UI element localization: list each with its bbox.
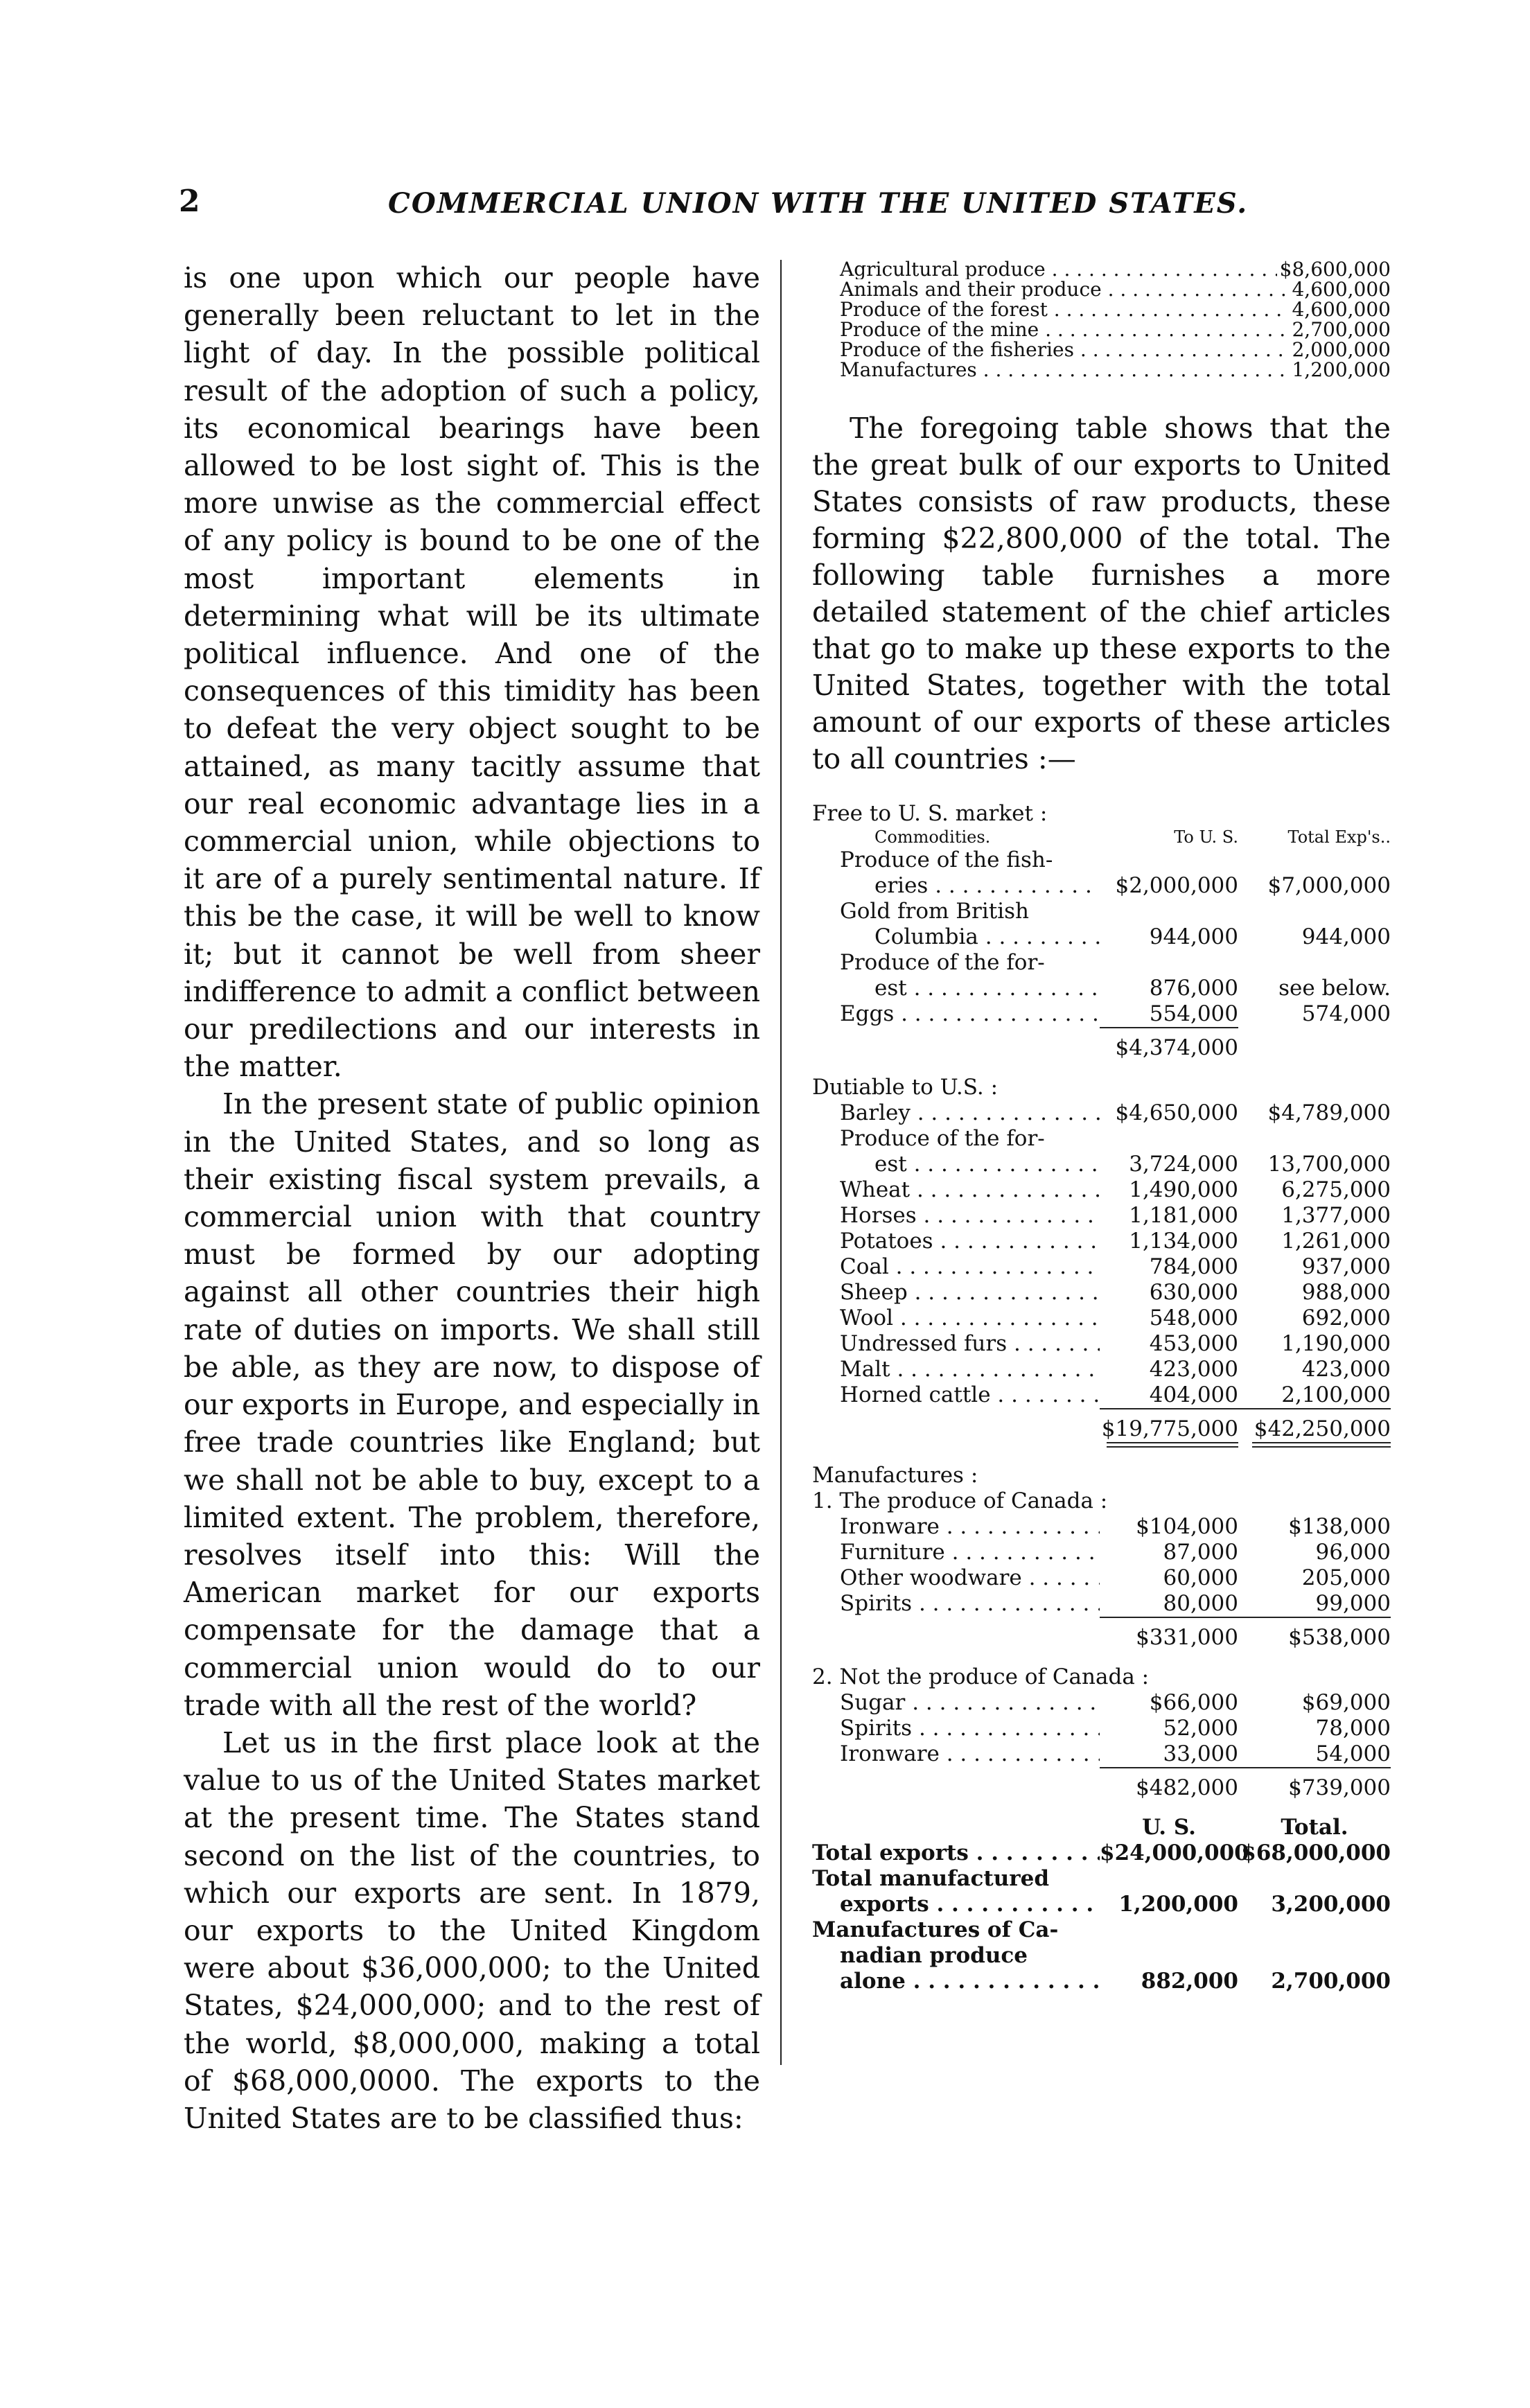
free-subtotal-row: $4,374,000	[812, 1027, 1391, 1061]
classification-row	[812, 299, 1391, 319]
paragraph-1: is one upon which our people have generally been reluctant to let in the light of day. In the possible political result of the adoption of such a policy, its economical bearings have been allowed to be lost sight of. This is the more unwise as the commercial effect of any policy is bound to be one of the most important elements in determining what will be its ultimate political influence. And one of the consequences of this timidity has been to defeat the very object sought to be attained, as many tacitly assume that our real economic advantage lies in a commercial union, while objections to it are of a purely sentimental nature. If this be the case, it will be well to know it; but it cannot be well from sheer indifference to admit a conflict between our predilections and our interests in the matter.	[184, 261, 760, 1084]
classification-row	[812, 319, 1391, 340]
table-row	[812, 1690, 1391, 1716]
exports-detail-table	[812, 801, 1391, 1994]
row-total: 205,000	[1301, 1565, 1391, 1590]
row-label: Wool . . .	[840, 1306, 1100, 1331]
canada-total-row: $331,000 $538,000	[812, 1617, 1391, 1651]
summary-row: Manufactures of Ca-	[812, 1917, 1059, 1942]
row-to-us: 453,000	[1149, 1331, 1238, 1356]
row-label: Ironware . . .	[840, 1741, 1100, 1767]
table-row	[812, 1306, 1391, 1331]
table-row: Produce of the for-	[840, 950, 1045, 975]
table-row: Columbia . . . 944,000 944,000	[812, 924, 1391, 950]
table-row	[812, 1254, 1391, 1280]
table-row: est . . . 3,724,000 13,700,000	[812, 1152, 1391, 1177]
table-row	[812, 1716, 1391, 1741]
classification-label: Animals and their produce . . .	[812, 279, 1289, 299]
classification-label: Agricultural produce . . .	[812, 259, 1277, 279]
row-label: Sugar . . .	[840, 1690, 1100, 1716]
column-headings	[812, 827, 1391, 847]
row-label: Undressed furs . . .	[840, 1331, 1100, 1357]
table-row	[812, 1331, 1391, 1357]
row-total: $69,000	[1301, 1690, 1391, 1715]
row-label: Spirits . . .	[840, 1591, 1100, 1617]
classification-value: 1,200,000	[1292, 358, 1391, 381]
classification-value: 4,600,000	[1292, 298, 1391, 321]
not-canada-total-row: $482,000 $739,000	[812, 1767, 1391, 1801]
row-total: 78,000	[1315, 1716, 1391, 1741]
classification-value: 4,600,000	[1292, 278, 1391, 301]
classification-label: Produce of the fisheries . . .	[812, 340, 1289, 360]
table-intro-paragraph: The foregoing table shows that the the great bulk of our exports to United States consists of raw products, these forming $22,800,000 of the total. The following table furnishes a more detailed statement of the chief articles that go to make up these exports to the United States, together with the total amount of our exports of these articles to all countries :—	[812, 412, 1391, 775]
row-total: 988,000	[1301, 1280, 1391, 1305]
classification-row	[812, 340, 1391, 360]
summary-row: exports . . . 1,200,000 3,200,000	[812, 1892, 1391, 1917]
table-row	[812, 1741, 1391, 1767]
row-to-us: 404,000	[1149, 1382, 1238, 1407]
row-total: 937,000	[1301, 1254, 1391, 1279]
table-row: Produce of the for-	[840, 1126, 1045, 1151]
page-number: 2	[179, 184, 200, 219]
row-to-us: $66,000	[1149, 1690, 1238, 1715]
row-total: 99,000	[1315, 1591, 1391, 1616]
classification-table	[812, 259, 1391, 380]
row-label: Malt . . .	[840, 1357, 1100, 1382]
row-label: Spirits . . .	[840, 1716, 1100, 1741]
classification-label: Manufactures . . .	[812, 360, 1289, 380]
table-row	[812, 1357, 1391, 1382]
not-canada-rows	[812, 1690, 1391, 1767]
row-to-us: 87,000	[1163, 1540, 1238, 1565]
classification-row	[812, 360, 1391, 380]
table-row: Gold from British	[840, 899, 1030, 924]
table-row: Produce of the fish-	[840, 847, 1053, 872]
column-divider	[780, 260, 782, 2065]
col-to-us: To U. S.	[1174, 827, 1238, 847]
table-row	[812, 1280, 1391, 1306]
row-to-us: 1,134,000	[1129, 1229, 1238, 1254]
row-to-us: 33,000	[1163, 1741, 1238, 1766]
row-to-us: 52,000	[1163, 1716, 1238, 1741]
row-to-us: 784,000	[1149, 1254, 1238, 1279]
row-total: 1,261,000	[1281, 1229, 1391, 1254]
table-row	[812, 1591, 1391, 1617]
row-total: 96,000	[1315, 1540, 1391, 1565]
canada-produce-heading: 1. The produce of Canada :	[812, 1488, 1108, 1513]
table-row: est . . . 876,000 see below.	[812, 976, 1391, 1001]
row-label: Other woodware . . .	[840, 1565, 1100, 1591]
manufactures-heading: Manufactures :	[812, 1463, 978, 1488]
row-total: $138,000	[1288, 1514, 1391, 1539]
classification-row	[812, 279, 1391, 299]
row-to-us: 630,000	[1149, 1280, 1238, 1305]
row-to-us: 1,181,000	[1129, 1203, 1238, 1228]
classification-value: 2,000,000	[1292, 338, 1391, 361]
row-label: Horned cattle . . .	[840, 1382, 1100, 1408]
summary-row: Total exports . . . $24,000,000 $68,000,000	[812, 1840, 1391, 1866]
row-to-us: 60,000	[1163, 1565, 1238, 1590]
row-to-us: 1,490,000	[1129, 1177, 1238, 1202]
dutiable-total-row: $19,775,000 $42,250,000	[812, 1408, 1391, 1442]
table-row	[812, 1540, 1391, 1565]
table-row	[812, 1229, 1391, 1254]
canada-rows	[812, 1514, 1391, 1617]
row-label: Ironware . . .	[840, 1514, 1100, 1540]
summary-row: alone . . . 882,000 2,700,000	[812, 1969, 1391, 1994]
paragraph-3: Let us in the first place look at the value to us of the United States market at the present time. The States stand second on the list of the countries, to which our exports are sent. In 1879, our exports to the United Kingdom were about $36,000,000; to the United States, $24,000,000; and to the rest of the world, $8,000,000, making a total of $68,000,0000. The exports to the United States are to be classified thus:	[184, 1725, 760, 2135]
row-label: Horses . . .	[840, 1203, 1100, 1229]
table-row	[812, 1203, 1391, 1229]
table-row	[812, 1565, 1391, 1591]
row-label: Coal . . .	[840, 1254, 1100, 1280]
row-to-us: 80,000	[1163, 1591, 1238, 1616]
row-to-us: $104,000	[1136, 1514, 1238, 1539]
running-title: COMMERCIAL UNION WITH THE UNITED STATES.	[388, 187, 1249, 220]
dutiable-rows	[812, 1177, 1391, 1408]
row-label: Furniture . . .	[840, 1540, 1100, 1565]
dutiable-heading: Dutiable to U.S. :	[812, 1075, 999, 1100]
classification-label: Produce of the forest . . .	[812, 299, 1289, 319]
left-column	[184, 259, 760, 2137]
row-total: 1,190,000	[1281, 1331, 1391, 1356]
table-row	[812, 1177, 1391, 1203]
classification-row	[812, 259, 1391, 279]
classification-value: $8,600,000	[1279, 258, 1391, 281]
table-row	[812, 1514, 1391, 1540]
row-total: 423,000	[1301, 1357, 1391, 1382]
double-underline	[812, 1442, 1391, 1449]
row-label: Wheat . . .	[840, 1177, 1100, 1203]
table-row	[812, 1382, 1391, 1408]
summary-headings: U. S. Total.	[1142, 1815, 1348, 1840]
row-label: Sheep . . .	[840, 1280, 1100, 1306]
row-to-us: 548,000	[1149, 1306, 1238, 1330]
classification-label: Produce of the mine . . .	[812, 319, 1289, 340]
row-total: 2,100,000	[1281, 1382, 1391, 1407]
summary-row: nadian produce	[840, 1943, 1028, 1968]
row-total: 6,275,000	[1281, 1177, 1391, 1202]
col-commodities: Commodities.	[874, 827, 991, 847]
not-canada-heading: 2. Not the produce of Canada :	[812, 1664, 1150, 1689]
row-to-us: 423,000	[1149, 1357, 1238, 1382]
free-heading: Free to U. S. market :	[812, 801, 1048, 826]
right-column	[812, 259, 1391, 1994]
table-row: Barley . . . $4,650,000 $4,789,000	[812, 1100, 1391, 1126]
paragraph-2: In the present state of public opinion in the United States, and so long as their existing fiscal system prevails, a commercial union with that country must be formed by our adopting against all other countries their high rate of duties on imports. We shall still be able, as they are now, to dispose of our exports in Europe, and especially in free trade countries like England; but we shall not be able to buy, except to a limited extent. The problem, therefore, resolves itself into this: Will the American market for our exports compensate for the damage that a commercial union would do to our trade with all the rest of the world?	[184, 1087, 760, 1722]
row-total: 1,377,000	[1281, 1203, 1391, 1228]
row-total: 54,000	[1315, 1741, 1391, 1766]
table-row: Eggs . . . 554,000 574,000	[812, 1001, 1391, 1027]
classification-value: 2,700,000	[1292, 318, 1391, 341]
row-label: Potatoes . . .	[840, 1229, 1100, 1254]
summary-row: Total manufactured	[812, 1866, 1050, 1891]
col-total-exports: Total Exp's..	[1287, 827, 1391, 847]
table-row: eries . . . $2,000,000 $7,000,000	[812, 873, 1391, 899]
row-total: 692,000	[1301, 1306, 1391, 1330]
